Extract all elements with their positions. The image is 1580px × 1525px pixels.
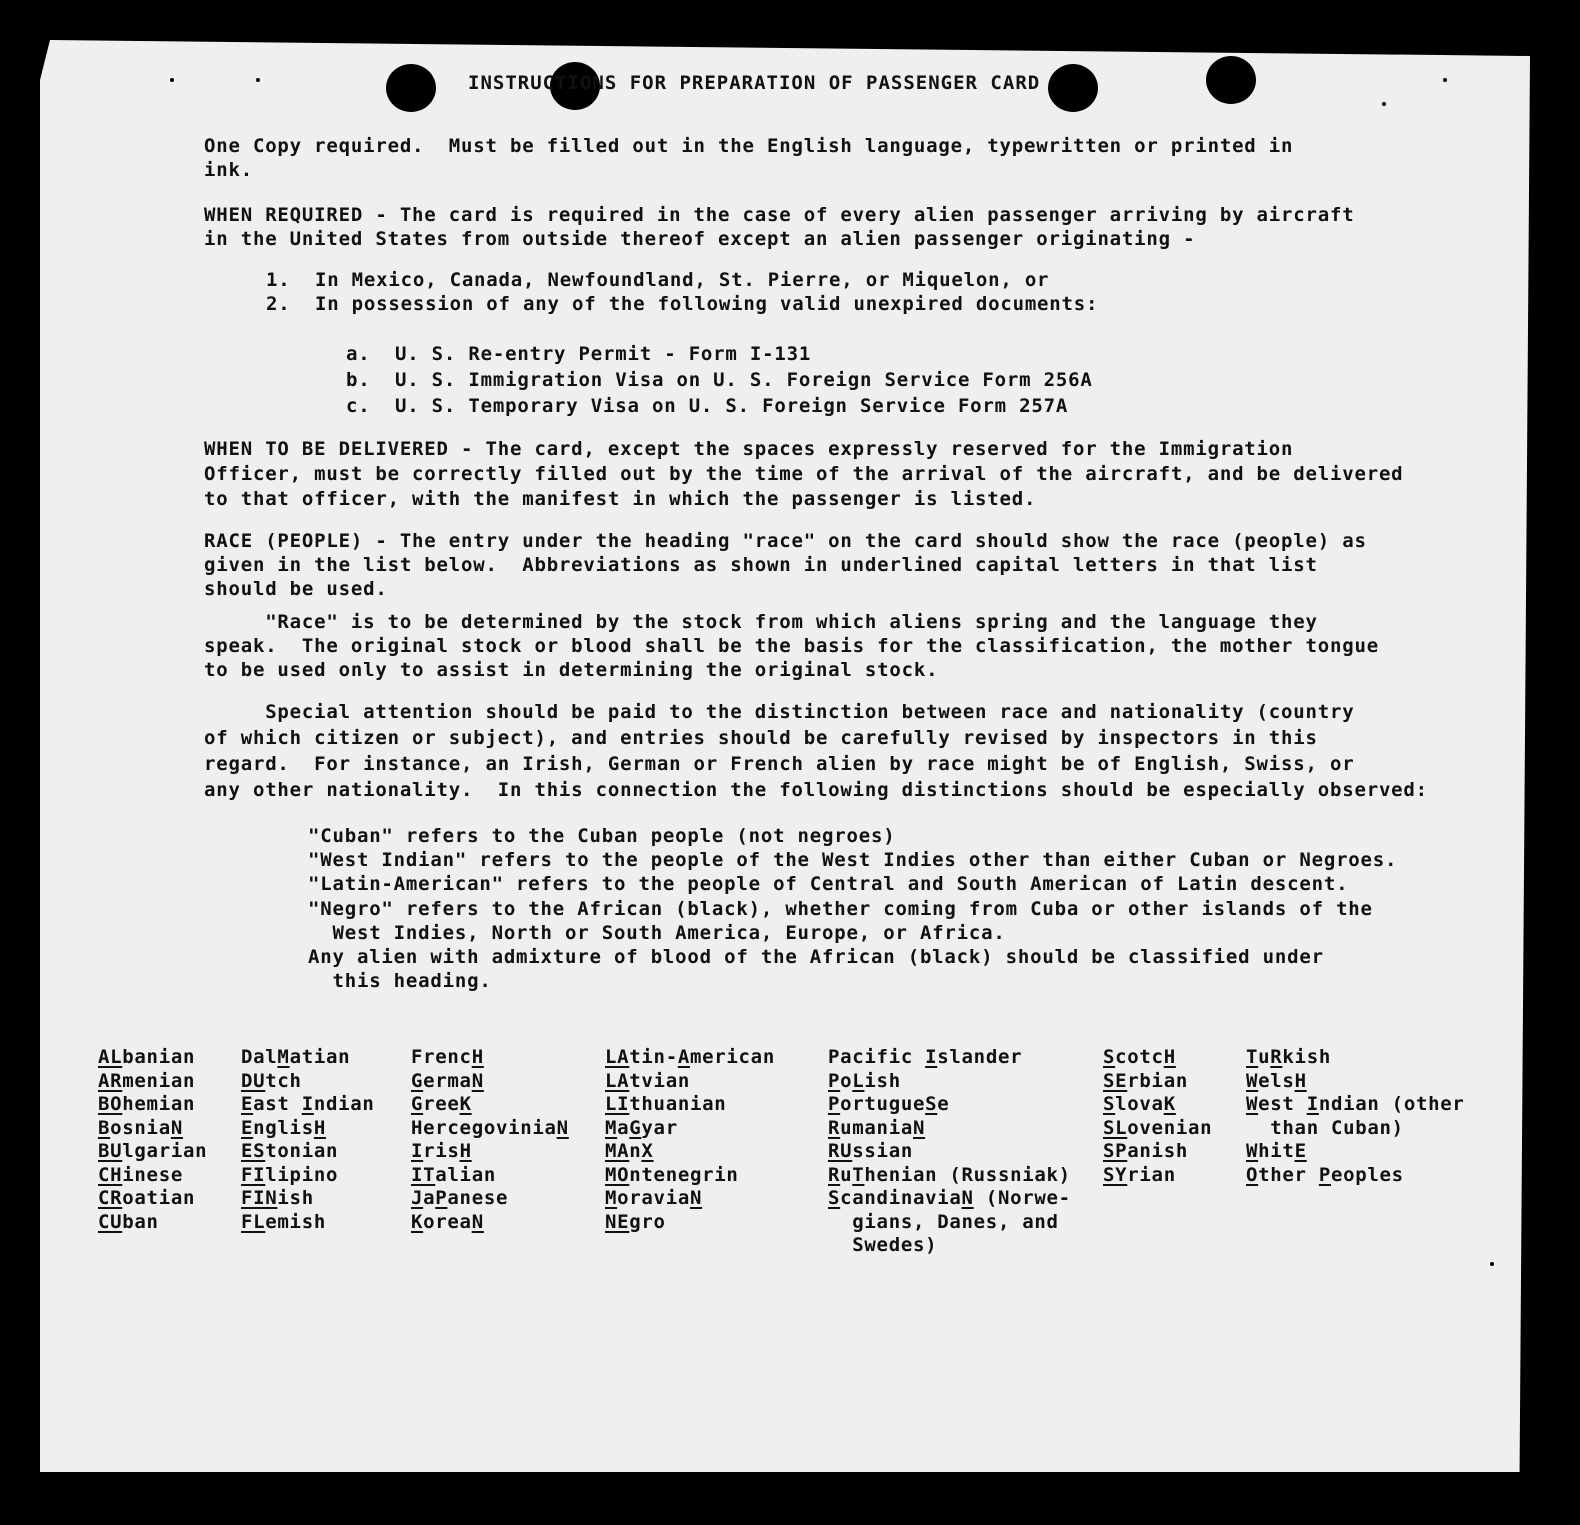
race-text: a xyxy=(617,1116,630,1139)
race-text: orea xyxy=(423,1210,472,1233)
race-text: candinavia xyxy=(840,1187,962,1209)
race-entry xyxy=(828,1187,1071,1211)
speck xyxy=(170,78,174,82)
race-entry xyxy=(605,1117,775,1141)
race-text: Swedes) xyxy=(828,1234,938,1256)
race-entry xyxy=(1103,1117,1212,1141)
race-text: tonian xyxy=(265,1140,339,1162)
race-entry xyxy=(98,1046,207,1070)
race-text: alian xyxy=(435,1163,496,1186)
punch-hole xyxy=(386,64,436,112)
race-text: ndian (other xyxy=(1318,1093,1465,1115)
race-text: u xyxy=(840,1163,853,1186)
race-text: ndian xyxy=(313,1093,375,1115)
race-entry xyxy=(828,1093,1071,1117)
race-entry xyxy=(411,1211,569,1235)
race-entry xyxy=(1103,1164,1212,1188)
race-abbreviation: AL xyxy=(98,1046,123,1068)
punch-hole xyxy=(1206,56,1256,104)
race-text: (Norwe- xyxy=(973,1187,1071,1209)
race-abbreviation: FL xyxy=(241,1210,266,1233)
race-text: menian xyxy=(122,1069,196,1092)
race-text: ris xyxy=(423,1140,460,1162)
race-text: ast xyxy=(253,1093,302,1115)
race-text: cotc xyxy=(1115,1046,1164,1068)
race-column xyxy=(98,1046,207,1234)
race-abbreviation: RU xyxy=(828,1140,853,1162)
race-text: lgarian xyxy=(122,1140,208,1162)
race-entry xyxy=(1246,1117,1465,1141)
race-entry xyxy=(1246,1140,1465,1164)
race-text: eoples xyxy=(1330,1163,1404,1186)
race-abbreviation: SP xyxy=(1103,1140,1128,1162)
race-text: oravia xyxy=(617,1187,690,1209)
race-text: tvian xyxy=(629,1069,690,1092)
race-column xyxy=(828,1046,1071,1258)
race-text: Frenc xyxy=(411,1046,472,1068)
race-abbreviation: MO xyxy=(605,1163,630,1186)
race-text: lipino xyxy=(265,1163,339,1186)
race-text: a xyxy=(423,1187,436,1209)
race-abbreviation: R xyxy=(1270,1046,1283,1068)
race-abbreviation: W xyxy=(1246,1093,1259,1115)
race-column xyxy=(1246,1046,1465,1187)
speck xyxy=(1382,102,1386,106)
race-entry xyxy=(241,1211,375,1235)
race-text: tch xyxy=(265,1069,302,1092)
race-abbreviation: P xyxy=(1318,1163,1331,1186)
race-entry xyxy=(1103,1070,1212,1094)
document-subitems: a. U. S. Re-entry Permit - Form I-131 b. U. S. Immigration Visa on U. S. Foreign Service Form 256A c. U. S. Temporary Visa on U. S. Foreign Service Form 257A xyxy=(346,343,1093,417)
race-abbreviation: L xyxy=(852,1069,865,1092)
race-entry xyxy=(828,1070,1071,1094)
race-abbreviation: LA xyxy=(605,1069,630,1092)
race-abbreviation: J xyxy=(411,1187,424,1209)
race-text: than Cuban) xyxy=(1246,1116,1404,1139)
race-text: ish xyxy=(864,1069,901,1092)
race-abbreviation: G xyxy=(411,1069,424,1092)
race-abbreviation: FIN xyxy=(241,1187,278,1209)
race-abbreviation: M xyxy=(605,1116,618,1139)
race-abbreviation: E xyxy=(1294,1140,1307,1162)
race-abbreviation: P xyxy=(828,1093,841,1115)
race-entry xyxy=(605,1164,775,1188)
race-text: est xyxy=(1258,1093,1307,1115)
race-abbreviation: H xyxy=(459,1140,472,1162)
race-text: umania xyxy=(840,1116,913,1139)
race-abbreviation: H xyxy=(1294,1069,1307,1092)
race-text: emish xyxy=(265,1210,326,1233)
race-abbreviation: NE xyxy=(605,1210,630,1233)
race-entry xyxy=(605,1140,775,1164)
race-abbreviation: N xyxy=(471,1069,484,1092)
race-entry xyxy=(605,1046,775,1070)
race-abbreviation: SY xyxy=(1103,1163,1128,1186)
race-entry xyxy=(98,1093,207,1117)
race-entry xyxy=(241,1070,375,1094)
speck xyxy=(256,78,260,82)
race-abbreviation: BU xyxy=(98,1140,123,1162)
race-text: rian xyxy=(1127,1163,1176,1186)
race-abbreviation: K xyxy=(1163,1093,1176,1115)
race-abbreviation: K xyxy=(411,1210,424,1233)
race-text: hit xyxy=(1258,1140,1295,1162)
race-entry xyxy=(605,1070,775,1094)
race-entry xyxy=(828,1164,1071,1188)
race-abbreviation: SE xyxy=(1103,1069,1128,1092)
race-abbreviation: SL xyxy=(1103,1116,1128,1139)
race-entry xyxy=(828,1211,1071,1235)
race-abbreviation: O xyxy=(1246,1163,1259,1186)
race-abbreviation: N xyxy=(689,1187,703,1209)
race-abbreviation: B xyxy=(98,1116,111,1139)
race-column xyxy=(1103,1046,1212,1187)
race-abbreviation: H xyxy=(1163,1046,1176,1068)
race-entry xyxy=(1246,1070,1465,1094)
race-abbreviation: W xyxy=(1246,1069,1259,1092)
race-abbreviation: H xyxy=(313,1116,326,1139)
race-text: n xyxy=(629,1140,642,1162)
race-text: tin- xyxy=(629,1046,678,1068)
race-entry xyxy=(1246,1164,1465,1188)
race-abbreviation: N xyxy=(170,1116,183,1139)
race-entry xyxy=(241,1140,375,1164)
race-abbreviation: I xyxy=(301,1093,314,1115)
race-abbreviation: P xyxy=(828,1069,841,1092)
when-required-paragraph: WHEN REQUIRED - The card is required in the case of every alien passenger arriving by aircraft in the United States from outside thereof except an alien passenger originating - xyxy=(204,204,1355,250)
race-abbreviation: S xyxy=(925,1093,938,1115)
race-text: ssian xyxy=(852,1140,913,1162)
race-abbreviation: R xyxy=(828,1163,841,1186)
race-entry xyxy=(411,1187,569,1211)
race-text: gians, Danes, and xyxy=(828,1210,1059,1233)
race-abbreviation: S xyxy=(828,1187,841,1209)
race-text: ree xyxy=(423,1093,460,1115)
race-text: u xyxy=(1258,1046,1271,1068)
race-text: lova xyxy=(1115,1093,1164,1115)
race-entry xyxy=(241,1046,375,1070)
race-abbreviation: CH xyxy=(98,1163,123,1186)
race-abbreviation: N xyxy=(471,1210,484,1233)
race-abbreviation: T xyxy=(852,1163,865,1186)
race-abbreviation: BO xyxy=(98,1093,123,1115)
race-abbreviation: N xyxy=(556,1116,569,1139)
race-entry xyxy=(1246,1046,1465,1070)
race-abbreviation: CU xyxy=(98,1210,123,1233)
race-abbreviation: DU xyxy=(241,1069,266,1092)
race-text: ortugue xyxy=(840,1093,926,1115)
race-text: thuanian xyxy=(629,1093,727,1115)
race-entry xyxy=(1103,1140,1212,1164)
race-entry xyxy=(828,1117,1071,1141)
race-abbreviation: N xyxy=(912,1116,926,1139)
race-abbreviation: G xyxy=(411,1093,424,1115)
race-abbreviation: H xyxy=(471,1046,484,1068)
race-text: gro xyxy=(629,1210,666,1233)
race-entry xyxy=(98,1211,207,1235)
copy-paragraph: One Copy required. Must be filled out in the English language, typewritten or printed in ink. xyxy=(204,135,1294,181)
race-entry xyxy=(98,1070,207,1094)
race-people-paragraph: RACE (PEOPLE) - The entry under the heading "race" on the card should show the race (people) as given in the list below. Abbreviations as shown in underlined capital letters in that list should be used. xyxy=(204,530,1367,600)
race-abbreviation: E xyxy=(241,1093,254,1115)
race-abbreviation: W xyxy=(1246,1140,1259,1162)
race-entry xyxy=(605,1211,775,1235)
race-text: banian xyxy=(122,1046,196,1068)
race-text: e xyxy=(937,1093,950,1115)
race-entry xyxy=(828,1046,1071,1070)
race-abbreviation: LA xyxy=(605,1046,630,1068)
race-text: ntenegrin xyxy=(629,1163,739,1186)
race-entry xyxy=(1103,1046,1212,1070)
race-text: yar xyxy=(641,1116,678,1139)
race-text: rbian xyxy=(1127,1069,1188,1092)
race-entry xyxy=(98,1187,207,1211)
race-entry xyxy=(411,1046,569,1070)
race-text: nglis xyxy=(253,1116,314,1139)
race-abbreviation: G xyxy=(629,1116,642,1139)
race-entry xyxy=(828,1140,1071,1164)
race-abbreviation: M xyxy=(277,1046,290,1068)
race-text: ther xyxy=(1258,1163,1319,1186)
race-abbreviation: I xyxy=(1306,1093,1319,1115)
race-text: inese xyxy=(122,1163,183,1186)
race-text: atian xyxy=(289,1046,351,1068)
race-abbreviation: ES xyxy=(241,1140,266,1162)
race-text: Pacific xyxy=(828,1046,926,1068)
race-entry xyxy=(98,1140,207,1164)
race-column xyxy=(411,1046,569,1234)
race-text: anish xyxy=(1127,1140,1188,1162)
race-abbreviation: MA xyxy=(605,1140,630,1162)
race-entry xyxy=(241,1187,375,1211)
race-text: els xyxy=(1258,1069,1295,1092)
race-abbreviation: P xyxy=(435,1187,448,1209)
race-abbreviation: CR xyxy=(98,1187,123,1209)
speck xyxy=(1490,1262,1494,1266)
race-entry xyxy=(241,1164,375,1188)
race-text: henian (Russniak) xyxy=(864,1163,1071,1186)
race-text: Hercegovinia xyxy=(411,1116,557,1139)
race-text: Dal xyxy=(241,1046,278,1068)
race-abbreviation: X xyxy=(641,1140,654,1162)
race-text: oatian xyxy=(122,1187,196,1209)
race-text: slander xyxy=(937,1046,1023,1068)
race-entry xyxy=(411,1117,569,1141)
race-column xyxy=(241,1046,375,1234)
race-entry xyxy=(828,1234,1071,1258)
race-text: osnia xyxy=(110,1116,171,1139)
punch-hole xyxy=(1048,64,1098,112)
when-delivered-paragraph: WHEN TO BE DELIVERED - The card, except the spaces expressly reserved for the Immigration Officer, must be correctly filled out by the time of the arrival of the aircraft, and be delivered to that officer, with the manifest in which the passenger is listed. xyxy=(204,438,1404,510)
race-entry xyxy=(241,1093,375,1117)
race-abbreviation: FI xyxy=(241,1163,266,1186)
race-entry xyxy=(98,1164,207,1188)
race-entry xyxy=(1103,1093,1212,1117)
distinctions-list: "Cuban" refers to the Cuban people (not negroes) "West Indian" refers to the people of the West Indies other than either Cuban or Negroes. "Latin-American" refers to the people of Central and South American of Latin descent. "Negro" refers to the African (black), whether coming from Cuba or other islands of the West Indies, North or South America, Europe, or Africa. Any alien with admixture of blood of the African (black) should be classified under this heading. xyxy=(308,825,1398,993)
race-text: ish xyxy=(277,1187,314,1209)
race-column xyxy=(605,1046,775,1234)
race-abbreviation: IT xyxy=(411,1163,436,1186)
race-abbreviation: E xyxy=(241,1116,254,1139)
race-abbreviation: S xyxy=(1103,1046,1116,1068)
race-abbreviation: A xyxy=(677,1046,690,1068)
race-abbreviation: N xyxy=(961,1187,974,1209)
race-entry xyxy=(411,1070,569,1094)
race-abbreviation: T xyxy=(1246,1046,1259,1068)
race-entry xyxy=(411,1164,569,1188)
race-text: kish xyxy=(1282,1046,1331,1068)
race-entry xyxy=(241,1117,375,1141)
race-text: anese xyxy=(447,1187,509,1209)
race-entry xyxy=(411,1140,569,1164)
race-abbreviation: S xyxy=(1103,1093,1116,1115)
race-text: o xyxy=(840,1069,853,1092)
race-abbreviation: M xyxy=(605,1187,618,1209)
race-entry xyxy=(411,1093,569,1117)
race-entry xyxy=(98,1117,207,1141)
race-text: hemian xyxy=(122,1093,196,1115)
race-abbreviation: I xyxy=(925,1046,938,1068)
race-text: merican xyxy=(689,1046,775,1068)
race-text: erma xyxy=(423,1069,472,1092)
race-entry xyxy=(1246,1093,1465,1117)
speck xyxy=(1443,78,1447,82)
race-abbreviation: LI xyxy=(605,1093,630,1115)
race-entry xyxy=(605,1093,775,1117)
race-abbreviation: R xyxy=(828,1116,841,1139)
race-text: ban xyxy=(122,1210,159,1233)
special-attention-paragraph: Special attention should be paid to the distinction between race and nationality (country of which citizen or subject), and entries should be carefully revised by inspectors in this regard. For instance, an Irish, German or French alien by race might be of English, Swiss, or any other nationality. In this connection the following distinctions should be especially observed: xyxy=(204,701,1428,801)
race-definition-paragraph: "Race" is to be determined by the stock from which aliens spring and the language they speak. The original stock or blood shall be the basis for the classification, the mother tongue to be used only to assist in determining the original stock. xyxy=(204,611,1379,681)
race-abbreviation: K xyxy=(459,1093,472,1115)
race-text: ovenian xyxy=(1127,1116,1213,1139)
race-abbreviation: I xyxy=(411,1140,424,1162)
race-entry xyxy=(605,1187,775,1211)
numbered-items: 1. In Mexico, Canada, Newfoundland, St. Pierre, or Miquelon, or 2. In possession of any of the following valid unexpired documents: xyxy=(266,269,1099,315)
race-abbreviation: AR xyxy=(98,1069,123,1092)
page-title: INSTRUCTIONS FOR PREPARATION OF PASSENGER CARD xyxy=(468,72,1041,94)
